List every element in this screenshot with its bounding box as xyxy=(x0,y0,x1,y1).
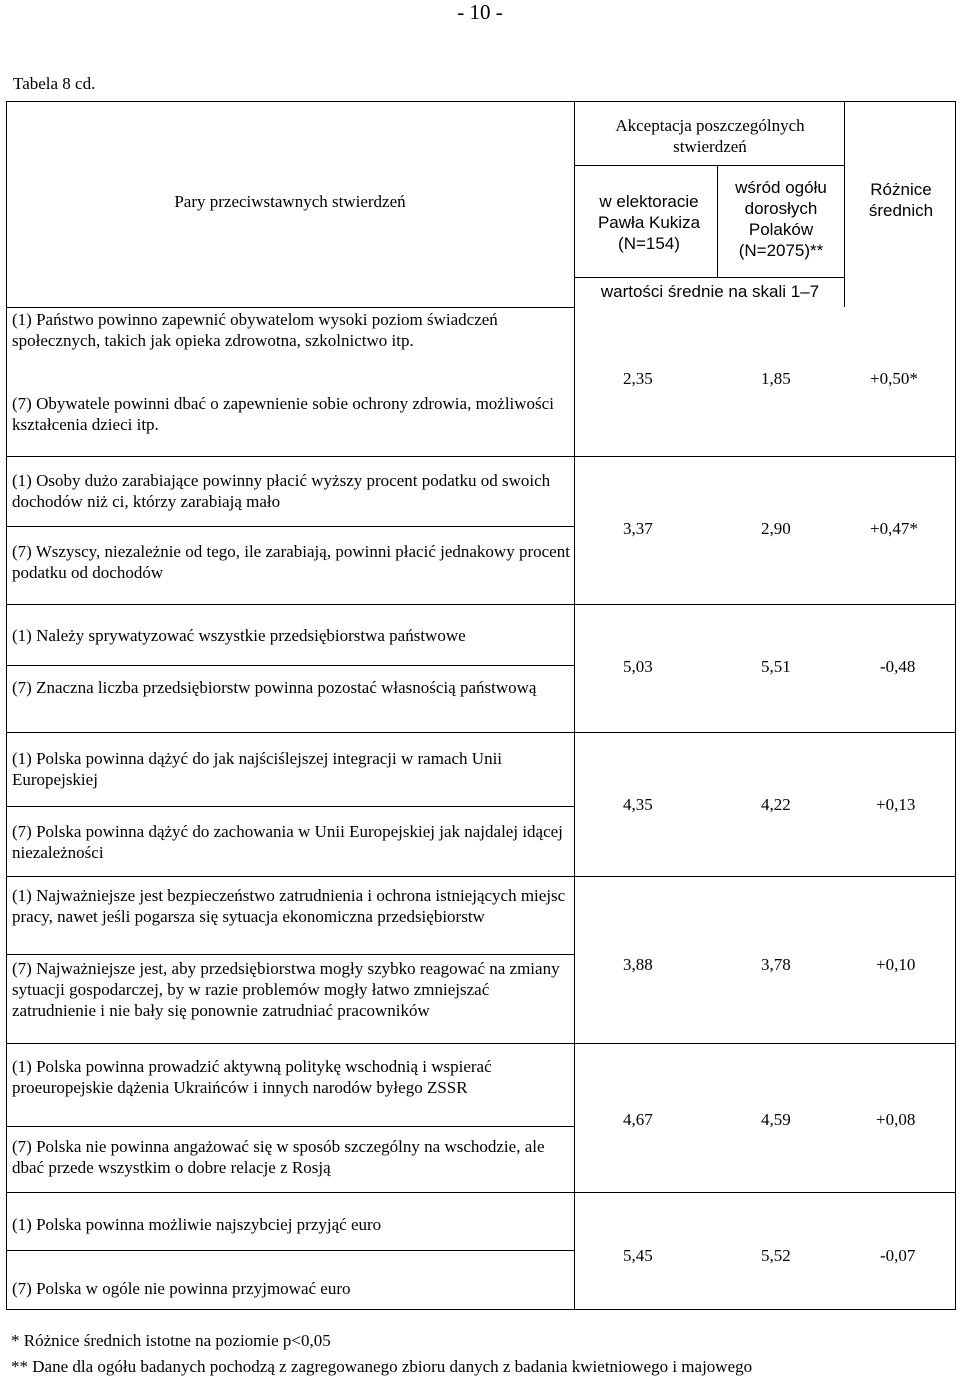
header-sub-line xyxy=(574,165,845,166)
table-border-top xyxy=(6,101,956,102)
value-all-row-5: 3,78 xyxy=(761,955,791,974)
value-all-row-2: 2,90 xyxy=(761,519,791,538)
table-caption: Tabela 8 cd. xyxy=(13,74,96,93)
header-bottom-line-left xyxy=(6,307,574,308)
col-divider-kukiz xyxy=(717,165,718,277)
statement-1-row-4: (1) Polska powinna dążyć do jak najściślejszej integracji w ramach Unii Europejskiej xyxy=(12,749,503,789)
data-table xyxy=(6,101,956,1309)
value-diff-row-6: +0,08 xyxy=(876,1110,916,1129)
value-diff-row-1: +0,50* xyxy=(870,369,918,388)
statement-7-row-5: (7) Najważniejsze jest, aby przedsiębiorstwa mogły szybko reagować na zmiany sytuacji gospodarczej, by w razie problemów mogły łatwo zmniejszać zatrudnienie i nie bały się ponownie zatrudniać pracowników xyxy=(12,959,560,1020)
header-scale-line xyxy=(574,277,845,278)
statement-1-row-5: (1) Najważniejsze jest bezpieczeństwo zatrudnienia i ochrona istniejących miejsc pracy, nawet jeśli pogarsza się sytuacja ekonomiczna przedsiębiorstw xyxy=(12,886,566,926)
statement-1-row-2: (1) Osoby dużo zarabiające powinny płacić wyższy procent podatku od swoich dochodów niż ci, którzy zarabiają mało xyxy=(12,471,551,511)
header-scale: wartości średnie na skali 1–7 xyxy=(600,282,820,301)
header-pairs: Pary przeciwstawnych stwierdzeń xyxy=(174,192,406,211)
value-diff-row-7: -0,07 xyxy=(880,1246,916,1265)
table-border-right xyxy=(955,101,956,1309)
value-all-row-7: 5,52 xyxy=(761,1246,791,1265)
value-kukiz-row-2: 3,37 xyxy=(623,519,653,538)
statement-7-row-2: (7) Wszyscy, niezależnie od tego, ile zarabiają, powinni płacić jednakowy procent podatku od dochodów xyxy=(12,542,570,582)
statement-7-row-3: (7) Znaczna liczba przedsiębiorstw powinna pozostać własnością państwową xyxy=(12,678,537,697)
value-kukiz-row-3: 5,03 xyxy=(623,657,653,676)
header-acceptance: Akceptacja poszczególnych stwierdzeń xyxy=(615,116,805,156)
value-all-row-4: 4,22 xyxy=(761,795,791,814)
statement-7-row-1: (7) Obywatele powinni dbać o zapewnienie sobie ochrony zdrowia, możliwości kształcenia dzieci itp. xyxy=(12,394,554,434)
statement-1-row-6: (1) Polska powinna prowadzić aktywną politykę wschodnią i wspierać proeuropejskie dążenia Ukraińców i innych narodów byłego ZSSR xyxy=(12,1057,492,1097)
value-kukiz-row-5: 3,88 xyxy=(623,955,653,974)
header-kukiz: w elektoracie Pawła Kukiza (N=154) xyxy=(597,192,701,253)
col-divider-main xyxy=(574,101,575,1309)
value-all-row-3: 5,51 xyxy=(761,657,791,676)
footnote-data-source: ** Dane dla ogółu badanych pochodzą z zagregowanego zbioru danych z badania kwietniowego i majowego xyxy=(11,1357,753,1376)
table-border-bottom xyxy=(6,1309,956,1310)
statement-7-row-6: (7) Polska nie powinna angażować się w sposób szczególny na wschodzie, ale dbać przede wszystkim o dobre relacje z Rosją xyxy=(12,1137,545,1177)
value-diff-row-4: +0,13 xyxy=(876,795,916,814)
statement-1-row-7: (1) Polska powinna możliwie najszybciej przyjąć euro xyxy=(12,1215,382,1234)
value-diff-row-3: -0,48 xyxy=(880,657,916,676)
footnote-significance: * Różnice średnich istotne na poziomie p<0,05 xyxy=(11,1331,331,1350)
page-number: - 10 - xyxy=(457,0,503,24)
value-all-row-6: 4,59 xyxy=(761,1110,791,1129)
table-border-left xyxy=(6,101,7,1309)
value-kukiz-row-7: 5,45 xyxy=(623,1246,653,1265)
statement-1-row-1: (1) Państwo powinno zapewnić obywatelom wysoki poziom świadczeń społecznych, takich jak opieka zdrowotna, szkolnictwo itp. xyxy=(12,310,498,350)
statement-7-row-4: (7) Polska powinna dążyć do zachowania w Unii Europejskiej jak najdalej idącej niezależności xyxy=(12,822,563,862)
value-kukiz-row-1: 2,35 xyxy=(623,369,653,388)
value-diff-row-2: +0,47* xyxy=(870,519,918,538)
header-diff: Różnice średnich xyxy=(868,180,934,220)
value-diff-row-5: +0,10 xyxy=(876,955,916,974)
header-all-poles: wśród ogółu dorosłych Polaków (N=2075)** xyxy=(735,178,827,260)
value-kukiz-row-4: 4,35 xyxy=(623,795,653,814)
value-kukiz-row-6: 4,67 xyxy=(623,1110,653,1129)
statement-7-row-7: (7) Polska w ogóle nie powinna przyjmować euro xyxy=(12,1279,351,1298)
statement-1-row-3: (1) Należy sprywatyzować wszystkie przedsiębiorstwa państwowe xyxy=(12,626,466,645)
value-all-row-1: 1,85 xyxy=(761,369,791,388)
